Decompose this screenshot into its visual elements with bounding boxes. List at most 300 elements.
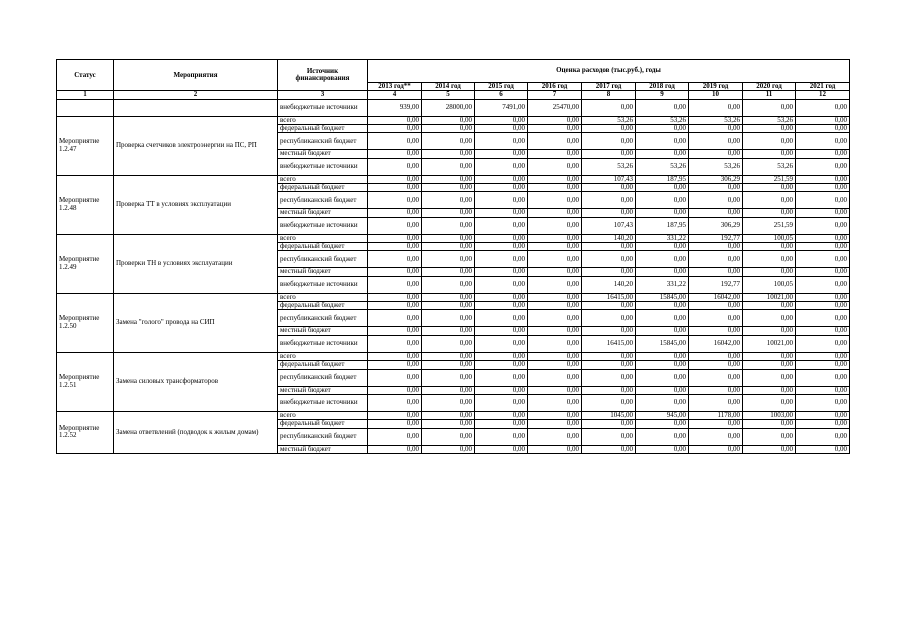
value-cell: 0,00 (528, 158, 582, 175)
value-cell: 0,00 (689, 150, 743, 158)
column-number: 11 (743, 91, 796, 99)
value-cell: 15845,00 (636, 335, 689, 352)
value-cell: 0,00 (475, 302, 528, 310)
value-cell: 0,00 (582, 209, 636, 217)
value-cell: 53,26 (582, 158, 636, 175)
value-cell: 0,00 (636, 352, 689, 360)
value-cell: 0,00 (636, 209, 689, 217)
value-cell: 0,00 (422, 150, 475, 158)
value-cell: 0,00 (422, 175, 475, 183)
value-cell: 0,00 (475, 133, 528, 150)
value-cell: 0,00 (689, 428, 743, 445)
status-cell: Мероприятие 1.2.50 (57, 293, 114, 352)
value-cell: 0,00 (636, 192, 689, 209)
value-cell: 0,00 (796, 352, 850, 360)
source-cell: всего (278, 352, 368, 360)
value-cell: 0,00 (422, 310, 475, 327)
value-cell: 0,00 (582, 386, 636, 394)
value-cell: 306,29 (689, 175, 743, 183)
value-cell: 0,00 (743, 369, 796, 386)
value-cell: 0,00 (689, 369, 743, 386)
value-cell: 0,00 (475, 394, 528, 411)
value-cell: 0,00 (368, 394, 422, 411)
value-cell: 0,00 (796, 116, 850, 124)
source-cell: внебюджетные источники (278, 276, 368, 293)
value-cell: 0,00 (582, 268, 636, 276)
value-cell: 0,00 (528, 327, 582, 335)
value-cell: 0,00 (796, 133, 850, 150)
value-cell: 25470,00 (528, 99, 582, 116)
source-cell: республиканский бюджет (278, 251, 368, 268)
value-cell: 0,00 (636, 150, 689, 158)
value-cell: 0,00 (582, 310, 636, 327)
value-cell: 0,00 (422, 243, 475, 251)
value-cell: 945,00 (636, 411, 689, 419)
header-year: 2016 год (528, 83, 582, 91)
value-cell: 0,00 (475, 116, 528, 124)
value-cell: 0,00 (743, 361, 796, 369)
value-cell: 0,00 (689, 352, 743, 360)
value-cell: 0,00 (368, 302, 422, 310)
value-cell: 0,00 (582, 243, 636, 251)
value-cell: 53,26 (636, 116, 689, 124)
value-cell: 0,00 (636, 302, 689, 310)
value-cell: 0,00 (475, 217, 528, 234)
value-cell: 0,00 (796, 268, 850, 276)
value-cell: 0,00 (796, 369, 850, 386)
value-cell: 0,00 (528, 361, 582, 369)
status-cell: Мероприятие 1.2.48 (57, 175, 114, 234)
value-cell: 140,20 (582, 234, 636, 242)
value-cell: 0,00 (528, 268, 582, 276)
value-cell: 0,00 (528, 116, 582, 124)
value-cell: 53,26 (743, 116, 796, 124)
value-cell: 0,00 (582, 150, 636, 158)
value-cell: 0,00 (368, 327, 422, 335)
source-cell: местный бюджет (278, 327, 368, 335)
source-cell: республиканский бюджет (278, 428, 368, 445)
value-cell: 0,00 (368, 150, 422, 158)
value-cell: 28000,00 (422, 99, 475, 116)
value-cell: 0,00 (743, 99, 796, 116)
value-cell: 16415,00 (582, 293, 636, 301)
value-cell: 192,77 (689, 234, 743, 242)
value-cell: 0,00 (796, 327, 850, 335)
value-cell: 0,00 (368, 217, 422, 234)
value-cell: 0,00 (743, 125, 796, 133)
value-cell: 0,00 (796, 420, 850, 428)
value-cell: 0,00 (582, 327, 636, 335)
value-cell: 0,00 (582, 369, 636, 386)
header-year: 2014 год (422, 83, 475, 91)
source-cell: всего (278, 116, 368, 124)
value-cell: 1178,00 (689, 411, 743, 419)
value-cell: 0,00 (743, 150, 796, 158)
value-cell: 0,00 (582, 133, 636, 150)
value-cell: 0,00 (582, 352, 636, 360)
status-cell: Мероприятие 1.2.52 (57, 411, 114, 453)
value-cell: 0,00 (689, 184, 743, 192)
value-cell: 0,00 (796, 217, 850, 234)
value-cell: 0,00 (689, 251, 743, 268)
value-cell: 0,00 (636, 243, 689, 251)
value-cell: 0,00 (582, 428, 636, 445)
value-cell: 0,00 (689, 99, 743, 116)
value-cell: 0,00 (368, 276, 422, 293)
value-cell: 0,00 (475, 361, 528, 369)
value-cell: 0,00 (422, 420, 475, 428)
column-number: 7 (528, 91, 582, 99)
value-cell: 0,00 (796, 276, 850, 293)
value-cell: 0,00 (528, 217, 582, 234)
value-cell: 0,00 (368, 268, 422, 276)
value-cell: 0,00 (528, 411, 582, 419)
value-cell: 0,00 (689, 361, 743, 369)
value-cell: 0,00 (368, 352, 422, 360)
value-cell: 0,00 (636, 369, 689, 386)
value-cell: 251,59 (743, 217, 796, 234)
value-cell: 15845,00 (636, 293, 689, 301)
value-cell: 0,00 (475, 175, 528, 183)
value-cell: 0,00 (636, 310, 689, 327)
value-cell: 0,00 (368, 243, 422, 251)
header-year: 2020 год (743, 83, 796, 91)
value-cell: 0,00 (636, 386, 689, 394)
value-cell: 0,00 (528, 445, 582, 453)
value-cell: 0,00 (368, 310, 422, 327)
source-cell: федеральный бюджет (278, 125, 368, 133)
value-cell: 0,00 (368, 125, 422, 133)
value-cell: 0,00 (475, 276, 528, 293)
value-cell: 0,00 (689, 133, 743, 150)
value-cell: 0,00 (743, 394, 796, 411)
source-cell: местный бюджет (278, 150, 368, 158)
value-cell: 0,00 (743, 184, 796, 192)
value-cell: 0,00 (528, 302, 582, 310)
value-cell: 939,00 (368, 99, 422, 116)
value-cell: 0,00 (528, 420, 582, 428)
value-cell: 0,00 (368, 369, 422, 386)
value-cell: 0,00 (796, 411, 850, 419)
value-cell: 0,00 (475, 268, 528, 276)
source-cell: всего (278, 234, 368, 242)
value-cell: 0,00 (368, 234, 422, 242)
value-cell: 0,00 (368, 445, 422, 453)
value-cell: 0,00 (422, 209, 475, 217)
value-cell: 0,00 (528, 234, 582, 242)
value-cell: 0,00 (368, 116, 422, 124)
value-cell: 0,00 (582, 445, 636, 453)
value-cell: 0,00 (582, 302, 636, 310)
value-cell: 0,00 (368, 192, 422, 209)
header-measure: Мероприятия (114, 60, 278, 91)
value-cell: 10021,00 (743, 335, 796, 352)
value-cell: 0,00 (636, 99, 689, 116)
value-cell: 0,00 (796, 209, 850, 217)
value-cell: 0,00 (743, 310, 796, 327)
column-number: 5 (422, 91, 475, 99)
value-cell: 0,00 (636, 133, 689, 150)
value-cell: 53,26 (582, 116, 636, 124)
value-cell: 187,95 (636, 175, 689, 183)
value-cell: 0,00 (689, 192, 743, 209)
value-cell: 251,59 (743, 175, 796, 183)
source-cell: республиканский бюджет (278, 369, 368, 386)
value-cell: 0,00 (475, 386, 528, 394)
value-cell: 0,00 (582, 394, 636, 411)
status-cell: Мероприятие 1.2.49 (57, 234, 114, 293)
value-cell: 0,00 (796, 150, 850, 158)
value-cell: 0,00 (528, 175, 582, 183)
value-cell: 0,00 (368, 386, 422, 394)
value-cell: 0,00 (528, 192, 582, 209)
value-cell: 192,77 (689, 276, 743, 293)
value-cell: 0,00 (528, 184, 582, 192)
value-cell: 0,00 (475, 192, 528, 209)
value-cell: 0,00 (422, 158, 475, 175)
value-cell: 0,00 (422, 411, 475, 419)
value-cell: 0,00 (743, 428, 796, 445)
value-cell: 0,00 (796, 175, 850, 183)
value-cell: 0,00 (796, 125, 850, 133)
header-year: 2019 год (689, 83, 743, 91)
value-cell: 0,00 (636, 268, 689, 276)
header-year: 2013 год** (368, 83, 422, 91)
value-cell: 0,00 (422, 335, 475, 352)
value-cell: 0,00 (475, 150, 528, 158)
value-cell: 0,00 (422, 428, 475, 445)
value-cell: 1045,00 (582, 411, 636, 419)
value-cell: 0,00 (528, 276, 582, 293)
measure-cell: Замена "голого" провода на СИП (114, 293, 278, 352)
value-cell: 0,00 (796, 428, 850, 445)
measure-cell: Замена ответвлений (подводок к жилым домам) (114, 411, 278, 453)
value-cell: 0,00 (689, 302, 743, 310)
value-cell: 0,00 (368, 420, 422, 428)
value-cell: 0,00 (368, 184, 422, 192)
value-cell: 0,00 (689, 310, 743, 327)
value-cell: 0,00 (796, 394, 850, 411)
value-cell: 0,00 (528, 352, 582, 360)
value-cell: 0,00 (422, 445, 475, 453)
value-cell: 0,00 (528, 386, 582, 394)
value-cell: 0,00 (582, 192, 636, 209)
value-cell: 0,00 (368, 209, 422, 217)
value-cell: 0,00 (368, 361, 422, 369)
value-cell: 53,26 (743, 158, 796, 175)
source-cell: всего (278, 175, 368, 183)
value-cell: 0,00 (528, 293, 582, 301)
value-cell: 0,00 (422, 394, 475, 411)
value-cell: 53,26 (689, 158, 743, 175)
value-cell: 7491,00 (475, 99, 528, 116)
value-cell: 0,00 (796, 99, 850, 116)
source-cell: федеральный бюджет (278, 420, 368, 428)
source-cell: федеральный бюджет (278, 361, 368, 369)
value-cell: 0,00 (528, 243, 582, 251)
value-cell: 187,95 (636, 217, 689, 234)
budget-table (56, 59, 850, 454)
value-cell: 0,00 (475, 445, 528, 453)
source-cell: республиканский бюджет (278, 192, 368, 209)
table-row (57, 99, 850, 116)
value-cell: 0,00 (743, 133, 796, 150)
header-estimate: Оценка расходов (тыс.руб.), годы (368, 60, 850, 83)
value-cell: 0,00 (796, 251, 850, 268)
value-cell: 0,00 (368, 133, 422, 150)
column-number: 3 (278, 91, 368, 99)
value-cell: 0,00 (636, 428, 689, 445)
column-number: 1 (57, 91, 114, 99)
header-source: Источник финансирования (278, 60, 368, 91)
value-cell: 0,00 (368, 158, 422, 175)
value-cell: 0,00 (636, 327, 689, 335)
column-number: 4 (368, 91, 422, 99)
value-cell: 0,00 (422, 192, 475, 209)
value-cell: 0,00 (636, 361, 689, 369)
value-cell: 0,00 (475, 251, 528, 268)
value-cell: 0,00 (528, 209, 582, 217)
value-cell: 0,00 (528, 428, 582, 445)
value-cell: 0,00 (743, 192, 796, 209)
source-cell: республиканский бюджет (278, 310, 368, 327)
value-cell: 0,00 (422, 133, 475, 150)
value-cell: 0,00 (475, 310, 528, 327)
value-cell: 0,00 (475, 411, 528, 419)
value-cell: 0,00 (796, 302, 850, 310)
value-cell: 0,00 (796, 293, 850, 301)
value-cell: 0,00 (582, 251, 636, 268)
measure-cell: Проверка ТТ в условиях эксплуатации (114, 175, 278, 234)
value-cell: 306,29 (689, 217, 743, 234)
value-cell: 0,00 (796, 243, 850, 251)
value-cell: 0,00 (743, 445, 796, 453)
header-status: Статус (57, 60, 114, 91)
value-cell: 140,20 (582, 276, 636, 293)
value-cell: 0,00 (743, 420, 796, 428)
value-cell: 0,00 (422, 361, 475, 369)
value-cell: 0,00 (636, 420, 689, 428)
column-number: 8 (582, 91, 636, 99)
value-cell: 0,00 (475, 428, 528, 445)
value-cell: 0,00 (528, 369, 582, 386)
value-cell: 0,00 (528, 335, 582, 352)
column-number: 10 (689, 91, 743, 99)
value-cell: 0,00 (743, 386, 796, 394)
value-cell: 0,00 (528, 133, 582, 150)
value-cell: 0,00 (422, 268, 475, 276)
value-cell: 0,00 (743, 352, 796, 360)
value-cell: 0,00 (689, 420, 743, 428)
column-number: 2 (114, 91, 278, 99)
value-cell: 0,00 (422, 276, 475, 293)
status-cell: Мероприятие 1.2.51 (57, 352, 114, 411)
header-year: 2017 год (582, 83, 636, 91)
value-cell: 0,00 (796, 192, 850, 209)
value-cell: 100,05 (743, 234, 796, 242)
column-number: 6 (475, 91, 528, 99)
value-cell: 0,00 (475, 158, 528, 175)
value-cell: 0,00 (796, 335, 850, 352)
value-cell: 0,00 (689, 243, 743, 251)
value-cell: 53,26 (689, 116, 743, 124)
value-cell: 0,00 (368, 251, 422, 268)
value-cell: 0,00 (528, 125, 582, 133)
source-cell: местный бюджет (278, 445, 368, 453)
source-cell: всего (278, 293, 368, 301)
source-cell: внебюджетные источники (278, 335, 368, 352)
source-cell: внебюджетные источники (278, 158, 368, 175)
value-cell: 0,00 (796, 184, 850, 192)
value-cell: 0,00 (743, 251, 796, 268)
value-cell: 0,00 (475, 209, 528, 217)
source-cell: федеральный бюджет (278, 243, 368, 251)
value-cell: 0,00 (422, 369, 475, 386)
status-cell: Мероприятие 1.2.47 (57, 116, 114, 175)
value-cell: 0,00 (422, 327, 475, 335)
value-cell: 0,00 (796, 158, 850, 175)
header-year: 2021 год (796, 83, 850, 91)
value-cell: 0,00 (796, 234, 850, 242)
value-cell: 0,00 (422, 234, 475, 242)
value-cell: 0,00 (743, 243, 796, 251)
value-cell: 0,00 (636, 445, 689, 453)
source-cell: республиканский бюджет (278, 133, 368, 150)
value-cell: 0,00 (368, 428, 422, 445)
status-cell (57, 99, 114, 116)
value-cell: 0,00 (422, 293, 475, 301)
header-year: 2015 год (475, 83, 528, 91)
value-cell: 0,00 (689, 268, 743, 276)
value-cell: 0,00 (475, 420, 528, 428)
source-cell: всего (278, 411, 368, 419)
value-cell: 0,00 (368, 335, 422, 352)
source-cell: внебюджетные источники (278, 99, 368, 116)
value-cell: 10021,00 (743, 293, 796, 301)
value-cell: 0,00 (528, 251, 582, 268)
value-cell: 0,00 (689, 394, 743, 411)
column-number: 9 (636, 91, 689, 99)
value-cell: 0,00 (582, 99, 636, 116)
value-cell: 16042,00 (689, 293, 743, 301)
value-cell: 0,00 (582, 184, 636, 192)
value-cell: 0,00 (743, 268, 796, 276)
value-cell: 107,43 (582, 175, 636, 183)
value-cell: 0,00 (368, 293, 422, 301)
source-cell: внебюджетные источники (278, 394, 368, 411)
value-cell: 0,00 (475, 335, 528, 352)
value-cell: 0,00 (636, 394, 689, 411)
value-cell: 0,00 (422, 251, 475, 268)
value-cell: 0,00 (528, 394, 582, 411)
value-cell: 0,00 (689, 445, 743, 453)
value-cell: 0,00 (582, 361, 636, 369)
value-cell: 331,22 (636, 234, 689, 242)
source-cell: федеральный бюджет (278, 302, 368, 310)
value-cell: 0,00 (743, 302, 796, 310)
measure-cell: Проверка счетчиков электроэнергии на ПС, РП (114, 116, 278, 175)
value-cell: 53,26 (636, 158, 689, 175)
value-cell: 0,00 (422, 217, 475, 234)
value-cell: 0,00 (475, 352, 528, 360)
value-cell: 0,00 (689, 209, 743, 217)
value-cell: 0,00 (475, 234, 528, 242)
value-cell: 0,00 (475, 327, 528, 335)
value-cell: 0,00 (796, 361, 850, 369)
value-cell: 0,00 (422, 386, 475, 394)
value-cell: 0,00 (368, 411, 422, 419)
measure-cell: Замена силовых трансформаторов (114, 352, 278, 411)
